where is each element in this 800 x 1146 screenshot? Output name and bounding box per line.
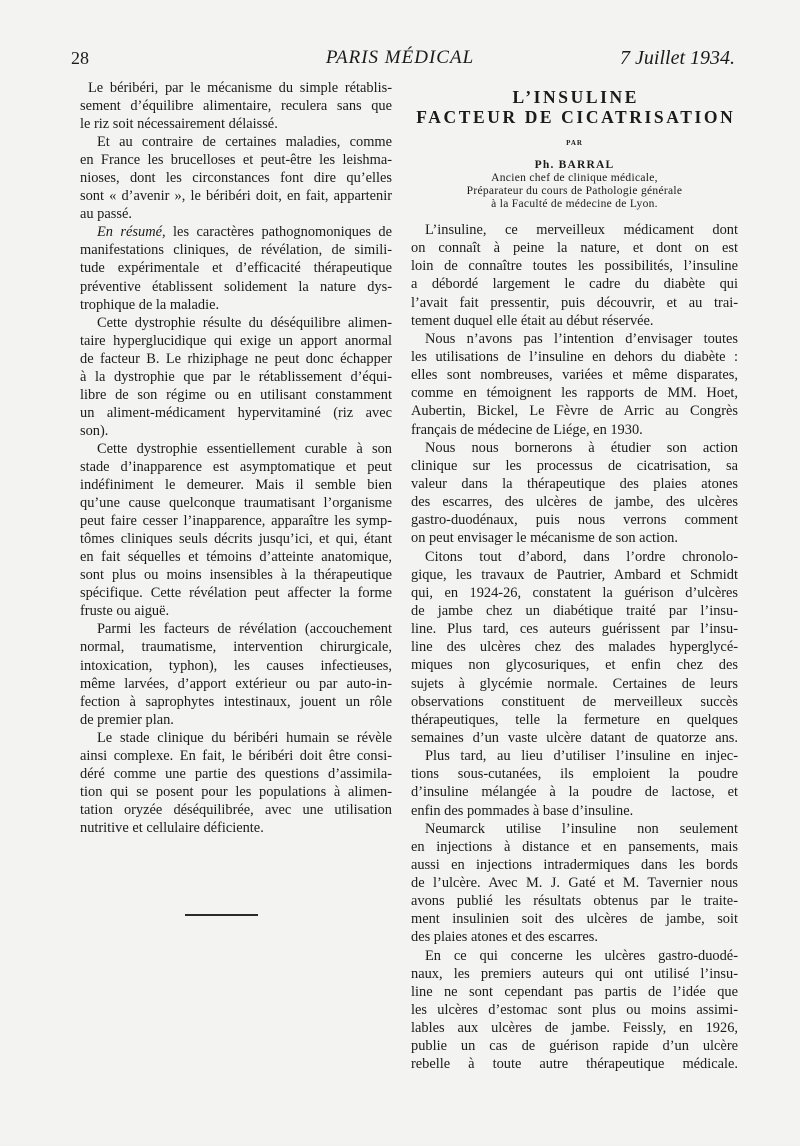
text-line: tômes cliniques seuls décrits jusqu’ici, et qui, étant <box>80 531 392 548</box>
text-line: sont « d’avenir », le béribéri doit, en fait, appartenir <box>80 188 392 205</box>
text-line: de facteur B. Le rhiziphage ne peut donc échapper <box>80 350 392 367</box>
paragraph <box>80 440 392 620</box>
journal-title: PARIS MÉDICAL <box>325 47 475 68</box>
text-line: trophique de la maladie. <box>80 296 220 313</box>
text-line: Parmi les facteurs de révélation (accouchement <box>97 621 392 638</box>
text-line: ment insulinien soit des ulcères de jambe, soit <box>411 911 738 928</box>
text-line: les ulcères d’estomac sont plus ou moins assimi- <box>411 1002 738 1019</box>
text-line: français de médecine de Liége, en 1930. <box>411 421 643 438</box>
text-line: Cette dystrophie résulte du déséquilibre alimen- <box>97 314 392 331</box>
author-affiliation-line: Préparateur du cours de Pathologie générale <box>466 185 683 197</box>
text-line: loin de connaître toutes les possibilités, l’insuline <box>411 258 738 275</box>
text-line: son). <box>80 422 109 439</box>
text-line: de jambe chez un diabétique traité par l’insu- <box>411 602 738 619</box>
right-column <box>411 221 738 1074</box>
text-line <box>80 223 392 241</box>
text-line: de l’ulcère. Avec M. J. Gaté et M. Tavernier nous <box>411 875 738 892</box>
text-line: fection à saprophytes intestinaux, jouent un rôle <box>80 693 392 710</box>
text-line: gique, les travaux de Pautrier, Ambard et Schmidt <box>411 566 738 583</box>
paragraph <box>411 947 738 1074</box>
text-line: stade d’inapparence est asymptomatique et peut <box>80 458 392 475</box>
text-line: comme en témoignent les rapports de MM. Hoet, <box>411 385 738 402</box>
author-affiliation <box>411 172 738 211</box>
paragraph <box>80 79 392 133</box>
text-line: spécifique. Cette révélation peut affecter la forme <box>80 585 392 602</box>
text-line: qu’une cause quelconque traumatisant l’organisme <box>80 495 392 512</box>
text-line: tation oryzée déséquilibrée, avec une utilisation <box>80 801 392 818</box>
text-line: Nous nous bornerons à étudier son action <box>425 439 738 456</box>
text-line: nutritive et cellulaire déficiente. <box>80 819 264 836</box>
text-line: en France les brucelloses et peut-être les leishma- <box>80 152 392 169</box>
paragraph <box>80 133 392 223</box>
author-name: Ph. BARRAL <box>534 159 615 171</box>
text-line: les utilisations de l’insuline en dehors du diabète : <box>411 348 738 365</box>
text-line: à la dystrophie que par le rétablissement d’équi- <box>80 368 392 385</box>
paragraph <box>411 221 738 330</box>
text-line: observations constituent de merveilleux succès <box>411 693 738 710</box>
text-line: clinique sur les processus de cicatrisation, sa <box>411 457 738 474</box>
text-line: lables aux ulcères de jambe. Feissly, en 1926, <box>411 1020 738 1037</box>
text-line: qui, en 1924-26, constatent la guérison d’ulcères <box>411 584 738 601</box>
text-line: sont plus ou moins insensibles à la thérapeutique <box>80 567 392 584</box>
paragraph <box>411 548 738 748</box>
text-line: En ce qui concerne les ulcères gastro-duodé- <box>425 947 738 964</box>
text-line: line des ulcères chez des malades hyperglycé- <box>411 639 738 656</box>
running-header <box>0 46 800 70</box>
text-line: Le stade clinique du béribéri humain se révèle <box>97 729 392 746</box>
text-line: déré comme une partie des questions d’assimila- <box>80 765 392 782</box>
author-affiliation-line: Ancien chef de clinique médicale, <box>491 172 658 184</box>
text-line: Le béribéri, par le mécanisme du simple rétablis- <box>88 80 392 96</box>
text-line: on connaît à peine la nature, et dont on est <box>411 240 738 257</box>
text-line: Cette dystrophie essentiellement curable à son <box>97 440 392 457</box>
text-line: on peut envisager le mécanisme de son action. <box>411 530 678 547</box>
text-line: l’avait fait pressentir, puis découvrir, et au trai- <box>411 294 738 311</box>
text-line: thérapeutiques, telle la fermeture en quelques <box>411 711 738 728</box>
text-line: tion qui se posent pour les populations à alimen- <box>80 783 392 800</box>
text-line: normal, traumatisme, intervention chirurgicale, <box>80 639 392 656</box>
text-line: des escarres, des ulcères de jambe, des ulcères <box>411 494 738 511</box>
text-line: aussi en injections intradermiques dans les bords <box>411 856 738 873</box>
paragraph <box>411 747 738 820</box>
text-line: manifestations cliniques, de révélation, de simili- <box>80 242 392 259</box>
text-line: au passé. <box>80 206 132 223</box>
paragraph <box>80 620 392 728</box>
text-line: des plaies atones et des escarres. <box>411 929 599 946</box>
article-title: L’INSULINE <box>512 87 640 107</box>
text-line: ainsi complexe. En fait, le béribéri doit être consi- <box>80 747 392 764</box>
text-line: d’insuline mélangée à la poudre de lactose, et <box>411 784 738 801</box>
left-column <box>80 79 392 837</box>
text-line: peut faire cesser l’inapparence, apparaître les symp- <box>80 513 392 530</box>
text-line: même larvées, d’apport extérieur ou par auto-in- <box>80 675 392 692</box>
issue-date: 7 Juillet 1934. <box>620 47 735 69</box>
text-line: valeur dans la thérapeutique des plaies atones <box>411 475 738 492</box>
text-line: Citons tout d’abord, dans l’ordre chronolo- <box>425 548 738 565</box>
text-line: fruste ou aiguë. <box>80 603 170 620</box>
italic-phrase: En résumé, <box>97 224 166 241</box>
paragraph <box>411 820 738 947</box>
paragraph <box>80 223 392 313</box>
text-line: tions sous-cutanées, ils emploient la poudre <box>411 766 738 783</box>
text-line: sujets à glycémie normale. Certaines de leurs <box>411 675 738 692</box>
text-line: tude expérimentale et d’efficacité thérapeutique <box>80 260 392 277</box>
byline-par: PAR <box>566 139 583 147</box>
text-line: nioses, dont les circonstances font dire qu’elles <box>80 170 392 187</box>
text-line: de premier plan. <box>80 711 174 728</box>
paragraph <box>411 439 738 548</box>
text-line: Et au contraire de certaines maladies, comme <box>97 134 392 151</box>
paragraph <box>80 314 392 440</box>
text-run: les caractères pathognomoniques de <box>165 224 393 241</box>
text-line: Aubertin, Bickel, Le Fèvre de Arric au Congrès <box>411 403 738 420</box>
text-line: Plus tard, au lieu d’utiliser l’insuline en injec- <box>425 748 738 765</box>
text-line: sement d’équilibre alimentaire, reculera sans que <box>80 98 392 115</box>
paragraph <box>80 729 392 837</box>
text-line: Nous n’avons pas l’intention d’envisager toutes <box>425 330 738 347</box>
text-line: naux, les premiers auteurs qui ont utilisé l’insu- <box>411 965 738 982</box>
text-line: taire hyperglucidique qui exige un apport anormal <box>80 332 392 349</box>
text-line: un aliment-médicament hypervitaminé (riz avec <box>80 404 392 421</box>
text-line: indéfiniment le demeurer. Mais il semble bien <box>80 477 392 494</box>
paragraph <box>411 330 738 439</box>
text-line: L’insuline, ce merveilleux médicament dont <box>425 222 738 238</box>
author-affiliation-line: à la Faculté de médecine de Lyon. <box>491 198 658 210</box>
text-line: line ne sont cependant pas partis de l’idée que <box>411 983 738 1000</box>
text-line: enfin des pommades à base d’insuline. <box>411 802 634 819</box>
text-line: gastro-duodénaux, puis nous verrons comment <box>411 512 738 529</box>
text-line: miques non glycosuriques, et enfin chez des <box>411 657 738 674</box>
text-line: préventive établissent solidement la nature dys- <box>80 278 392 295</box>
text-line: Neumarck utilise l’insuline non seulement <box>425 820 738 837</box>
text-line: rebelle à toute autre thérapeutique médicale. <box>411 1056 738 1073</box>
text-line: semaines d’un vaste ulcère datant de quatorze ans. <box>411 729 738 746</box>
page-number: 28 <box>71 48 89 68</box>
text-line: elles sont nombreuses, variées et même disparates, <box>411 367 738 384</box>
article-subtitle: FACTEUR DE CICATRISATION <box>416 107 736 127</box>
text-line: tement duquel elle était au début réservée. <box>411 312 654 329</box>
text-line: intoxication, typhon), les causes infectieuses, <box>80 657 392 674</box>
text-line: publie un cas de guérison rapide d’un ulcère <box>411 1038 738 1055</box>
text-line: a débordé largement le cadre du diabète qui <box>411 276 738 293</box>
text-line: le riz soit nécessairement délaissé. <box>80 116 278 133</box>
text-line: en fait séquelles et témoins d’atteinte anatomique, <box>80 549 392 566</box>
section-divider <box>185 914 258 916</box>
text-line: avons publié les résultats obtenus par le traite- <box>411 893 738 910</box>
text-line: libre de son régime ou en utilisant constamment <box>80 386 392 403</box>
text-line: line. Plus tard, ces auteurs guérissent par l’insu- <box>411 621 738 638</box>
text-line: en injections à distance et en pansements, mais <box>411 838 738 855</box>
